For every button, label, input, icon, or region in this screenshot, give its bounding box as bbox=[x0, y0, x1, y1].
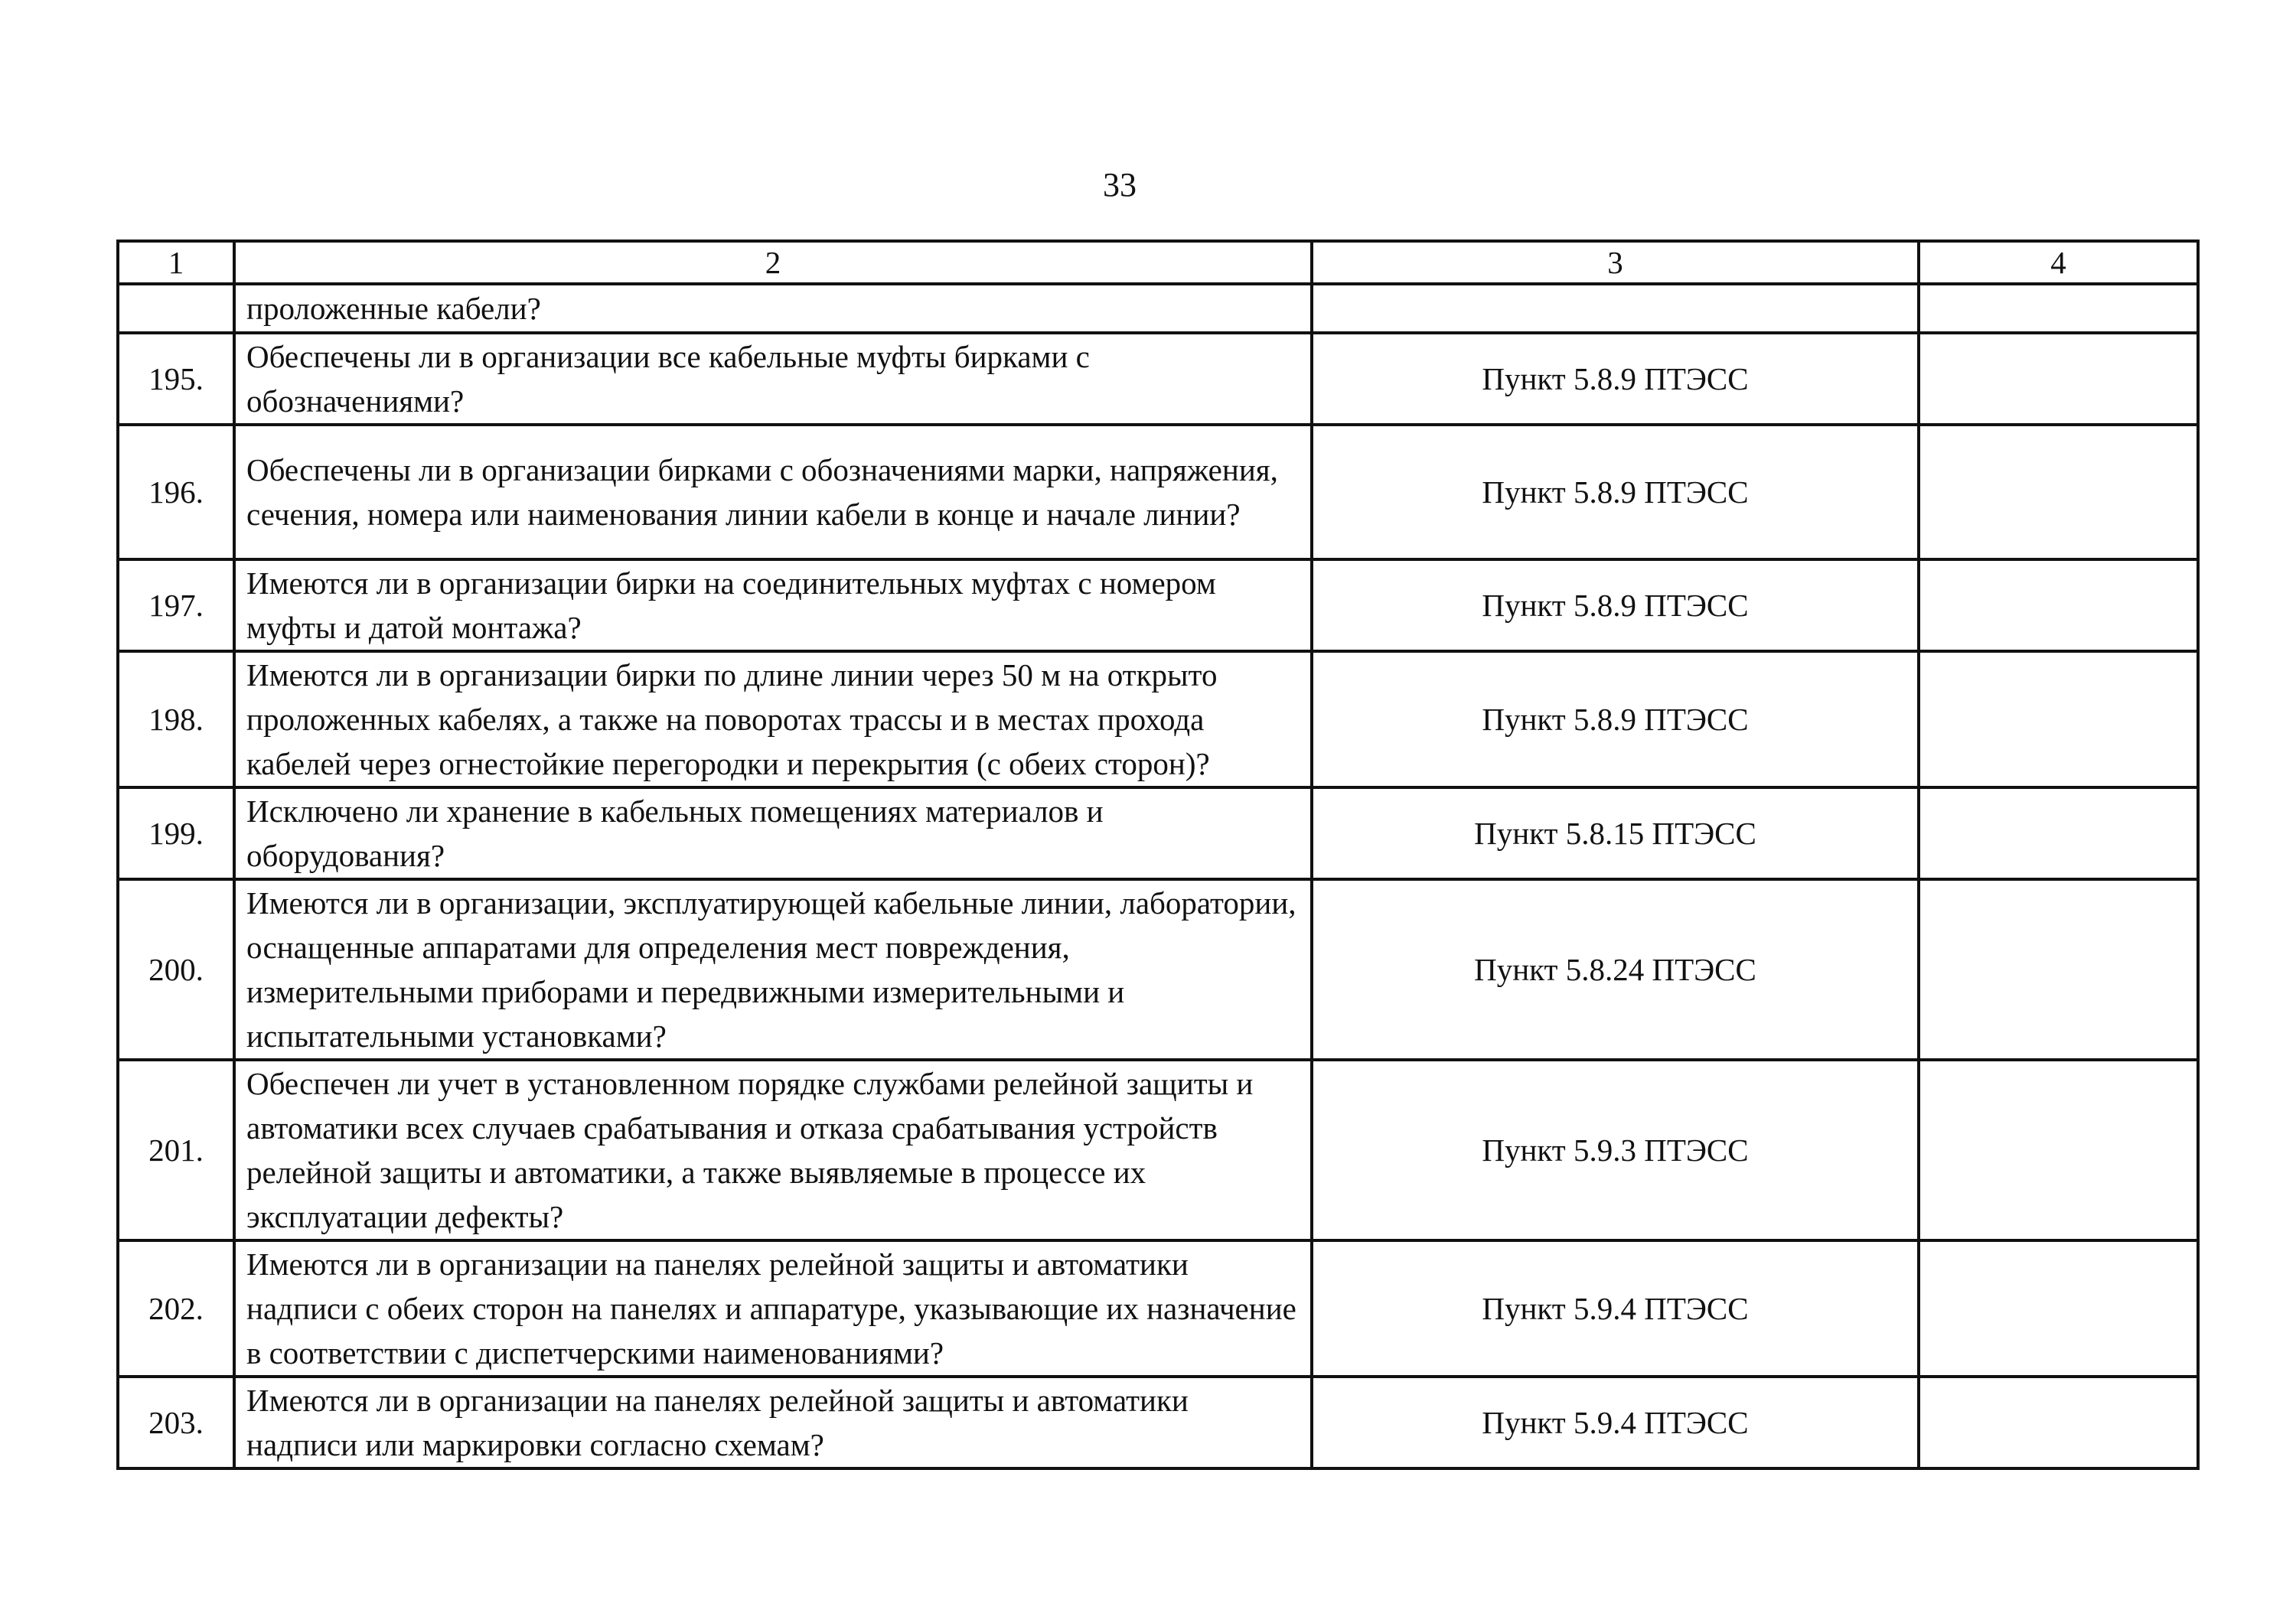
row-note bbox=[1919, 1060, 2198, 1240]
header-col-4: 4 bbox=[1919, 241, 2198, 284]
row-number: 203. bbox=[118, 1377, 234, 1468]
row-reference: Пункт 5.9.4 ПТЭСС bbox=[1312, 1240, 1919, 1377]
row-note bbox=[1919, 787, 2198, 879]
row-note bbox=[1919, 1240, 2198, 1377]
header-col-3: 3 bbox=[1312, 241, 1919, 284]
row-question: Исключено ли хранение в кабельных помещениях материалов и оборудования? bbox=[234, 787, 1312, 879]
row-reference: Пункт 5.8.9 ПТЭСС bbox=[1312, 651, 1919, 787]
row-question: Обеспечены ли в организации все кабельные муфты бирками с обозначениями? bbox=[234, 333, 1312, 425]
table-row bbox=[118, 284, 2198, 333]
row-note bbox=[1919, 1377, 2198, 1468]
row-number: 195. bbox=[118, 333, 234, 425]
header-col-2: 2 bbox=[234, 241, 1312, 284]
row-number: 202. bbox=[118, 1240, 234, 1377]
row-question: проложенные кабели? bbox=[234, 284, 1312, 333]
row-note bbox=[1919, 559, 2198, 651]
row-reference: Пункт 5.8.9 ПТЭСС bbox=[1312, 559, 1919, 651]
row-reference: Пункт 5.8.9 ПТЭСС bbox=[1312, 333, 1919, 425]
table-row bbox=[118, 1377, 2198, 1468]
row-number: 200. bbox=[118, 879, 234, 1060]
table-row bbox=[118, 425, 2198, 559]
table-header-row bbox=[118, 241, 2198, 284]
table-row bbox=[118, 787, 2198, 879]
table-row bbox=[118, 559, 2198, 651]
row-note bbox=[1919, 333, 2198, 425]
table-row bbox=[118, 879, 2198, 1060]
row-reference: Пункт 5.9.4 ПТЭСС bbox=[1312, 1377, 1919, 1468]
row-reference: Пункт 5.9.3 ПТЭСС bbox=[1312, 1060, 1919, 1240]
row-question: Имеются ли в организации бирки на соединительных муфтах с номером муфты и датой монтажа? bbox=[234, 559, 1312, 651]
row-question: Обеспечены ли в организации бирками с обозначениями марки, напряжения, сечения, номера или наименования линии кабели в конце и начале линии? bbox=[234, 425, 1312, 559]
row-number: 197. bbox=[118, 559, 234, 651]
table-row bbox=[118, 1240, 2198, 1377]
row-number: 199. bbox=[118, 787, 234, 879]
row-reference bbox=[1312, 284, 1919, 333]
row-note bbox=[1919, 425, 2198, 559]
row-question: Обеспечен ли учет в установленном порядке службами релейной защиты и автоматики всех случаев срабатывания и отказа срабатывания устройств релейной защиты и автоматики, а также выявляемые в процессе их эксплуатации дефекты? bbox=[234, 1060, 1312, 1240]
row-question: Имеются ли в организации на панелях релейной защиты и автоматики надписи с обеих сторон на панелях и аппаратуре, указывающие их назначение в соответствии с диспетчерскими наименованиями? bbox=[234, 1240, 1312, 1377]
row-question: Имеются ли в организации бирки по длине линии через 50 м на открыто проложенных кабелях, а также на поворотах трассы и в местах прохода кабелей через огнестойкие перегородки и перекрытия (с обеих сторон)? bbox=[234, 651, 1312, 787]
row-number: 198. bbox=[118, 651, 234, 787]
table-row bbox=[118, 333, 2198, 425]
row-note bbox=[1919, 879, 2198, 1060]
row-note bbox=[1919, 284, 2198, 333]
row-note bbox=[1919, 651, 2198, 787]
row-number: 196. bbox=[118, 425, 234, 559]
page-number: 33 bbox=[1103, 166, 1137, 204]
row-question: Имеются ли в организации на панелях релейной защиты и автоматики надписи или маркировки согласно схемам? bbox=[234, 1377, 1312, 1468]
row-reference: Пункт 5.8.24 ПТЭСС bbox=[1312, 879, 1919, 1060]
row-number bbox=[118, 284, 234, 333]
row-number: 201. bbox=[118, 1060, 234, 1240]
checklist-table bbox=[116, 240, 2200, 1470]
row-reference: Пункт 5.8.15 ПТЭСС bbox=[1312, 787, 1919, 879]
table-row bbox=[118, 651, 2198, 787]
row-reference: Пункт 5.8.9 ПТЭСС bbox=[1312, 425, 1919, 559]
row-question: Имеются ли в организации, эксплуатирующей кабельные линии, лаборатории, оснащенные аппаратами для определения мест повреждения, измерительными приборами и передвижными измерительными и испытательными установками? bbox=[234, 879, 1312, 1060]
table-row bbox=[118, 1060, 2198, 1240]
header-col-1: 1 bbox=[118, 241, 234, 284]
